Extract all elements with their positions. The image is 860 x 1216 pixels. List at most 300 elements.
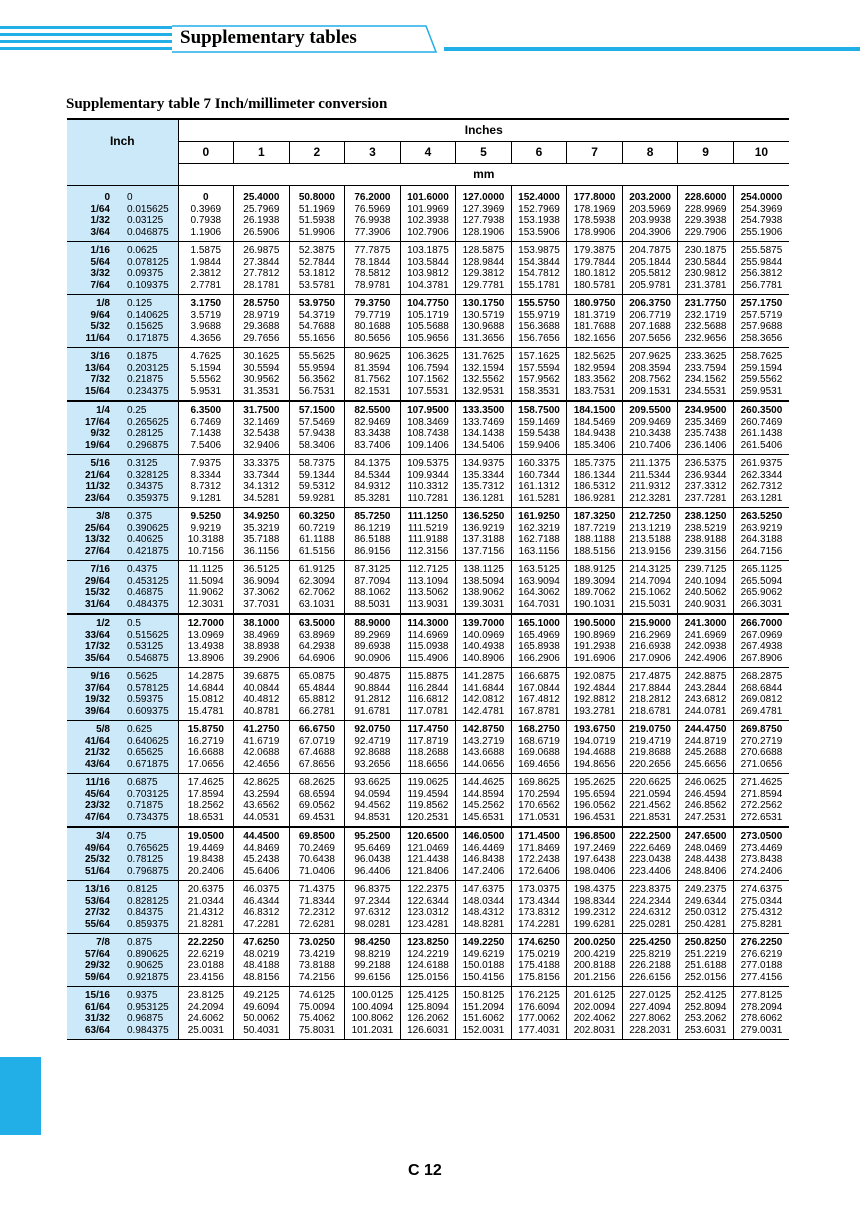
inch-decimal: 0.703125 bbox=[127, 788, 169, 800]
page-number: C 12 bbox=[408, 1162, 442, 1179]
mm-value: 77.7875 bbox=[354, 245, 391, 256]
mm-value: 239.3156 bbox=[684, 545, 727, 557]
mm-value: 146.0500 bbox=[462, 831, 505, 842]
inch-cell bbox=[67, 242, 178, 295]
mm-value: 94.8531 bbox=[354, 811, 391, 823]
mm-cell bbox=[289, 721, 345, 774]
mm-value: 11.9062 bbox=[188, 587, 224, 598]
mm-value: 59.9281 bbox=[298, 492, 335, 504]
mm-value: 254.7938 bbox=[740, 215, 783, 226]
inch-decimal: 0.796875 bbox=[127, 865, 169, 877]
mm-cell bbox=[178, 987, 234, 1040]
mm-value: 2.3812 bbox=[190, 268, 222, 279]
mm-cell bbox=[178, 774, 234, 828]
mm-value: 61.9125 bbox=[298, 564, 335, 575]
mm-value: 158.7500 bbox=[518, 405, 560, 416]
mm-value: 183.3562 bbox=[573, 374, 616, 385]
inch-fraction: 7/8 bbox=[96, 937, 110, 948]
mm-value: 74.6125 bbox=[298, 990, 335, 1001]
inch-cell bbox=[67, 508, 178, 561]
mm-cell bbox=[567, 614, 623, 668]
mm-value: 178.5938 bbox=[573, 215, 616, 226]
mm-value: 198.4375 bbox=[573, 884, 616, 895]
inch-fraction: 3/4 bbox=[96, 831, 110, 842]
mm-value: 157.1625 bbox=[518, 351, 560, 362]
inch-fraction: 19/64 bbox=[84, 439, 110, 451]
mm-value: 190.8969 bbox=[573, 629, 616, 641]
mm-cell bbox=[678, 934, 734, 987]
inch-decimal: 0.578125 bbox=[127, 682, 169, 694]
inch-decimal: 0.9375 bbox=[127, 990, 158, 1001]
mm-value: 154.7812 bbox=[518, 268, 560, 279]
mm-value: 258.7625 bbox=[740, 351, 783, 362]
inch-decimal: 0.046875 bbox=[127, 226, 169, 238]
mm-value: 93.2656 bbox=[354, 758, 391, 770]
mm-cell bbox=[178, 721, 234, 774]
mm-value: 192.0875 bbox=[573, 671, 616, 682]
mm-value: 187.7219 bbox=[573, 522, 616, 534]
mm-value: 205.5812 bbox=[629, 268, 671, 279]
mm-value: 248.8406 bbox=[684, 865, 727, 877]
mm-value: 184.9438 bbox=[573, 428, 616, 439]
inch-fraction: 3/64 bbox=[90, 226, 110, 238]
inch-fraction: 59/64 bbox=[84, 971, 110, 983]
mm-value: 113.1094 bbox=[407, 575, 449, 587]
mm-value: 172.6406 bbox=[518, 865, 560, 877]
inch-decimal: 0.203125 bbox=[127, 362, 169, 374]
mm-value: 89.2969 bbox=[354, 629, 391, 641]
mm-value: 79.7719 bbox=[354, 309, 391, 321]
section-tab bbox=[0, 1057, 41, 1135]
inch-decimal: 0.390625 bbox=[127, 522, 169, 534]
inch-cell bbox=[67, 455, 178, 508]
mm-cell bbox=[456, 508, 512, 561]
mm-value: 217.8844 bbox=[629, 682, 671, 694]
mm-cell bbox=[345, 455, 401, 508]
mm-cell bbox=[511, 348, 567, 402]
mm-value: 252.4125 bbox=[684, 990, 727, 1001]
inch-fraction: 27/32 bbox=[84, 907, 110, 918]
inch-decimal: 0.0625 bbox=[127, 245, 158, 256]
mm-cell bbox=[567, 881, 623, 934]
mm-value: 5.1594 bbox=[190, 362, 222, 374]
mm-value: 76.5969 bbox=[354, 203, 391, 215]
mm-value: 164.7031 bbox=[518, 598, 560, 610]
inch-decimal: 0.3125 bbox=[127, 458, 158, 469]
mm-value: 14.6844 bbox=[187, 682, 224, 694]
inch-decimal: 0.46875 bbox=[127, 587, 164, 598]
mm-cell bbox=[678, 827, 734, 881]
mm-value: 114.6969 bbox=[407, 629, 449, 641]
mm-value: 212.7250 bbox=[629, 511, 671, 522]
mm-value: 48.0219 bbox=[243, 948, 280, 960]
mm-value: 198.0406 bbox=[573, 865, 616, 877]
mm-cell bbox=[622, 987, 678, 1040]
mm-cell bbox=[289, 401, 345, 455]
mm-value: 168.2750 bbox=[518, 724, 560, 735]
mm-value: 16.2719 bbox=[187, 735, 224, 747]
inch-decimal: 0.40625 bbox=[127, 534, 164, 545]
mm-value: 231.3781 bbox=[684, 279, 727, 291]
mm-value: 108.3469 bbox=[407, 416, 449, 428]
mm-value: 226.2188 bbox=[629, 960, 671, 971]
inch-decimal: 0.75 bbox=[127, 831, 147, 842]
inch-decimal: 0.421875 bbox=[127, 545, 169, 557]
mm-value: 252.8094 bbox=[684, 1001, 727, 1013]
mm-value: 202.0094 bbox=[573, 1001, 616, 1013]
mm-value: 258.3656 bbox=[740, 332, 783, 344]
mm-value: 174.6250 bbox=[518, 937, 560, 948]
mm-value: 270.6688 bbox=[740, 747, 783, 758]
mm-value: 237.7281 bbox=[684, 492, 727, 504]
inch-decimal: 0.71875 bbox=[127, 800, 164, 811]
inch-fraction: 15/16 bbox=[84, 990, 110, 1001]
mm-value: 140.0969 bbox=[462, 629, 505, 641]
mm-value: 97.2344 bbox=[354, 895, 391, 907]
mm-value: 125.8094 bbox=[407, 1001, 449, 1013]
mm-value: 129.7781 bbox=[462, 279, 505, 291]
mm-value: 7.5406 bbox=[190, 439, 222, 451]
mm-value: 170.6562 bbox=[518, 800, 560, 811]
mm-value: 134.9375 bbox=[462, 458, 505, 469]
mm-value: 169.0688 bbox=[518, 747, 560, 758]
mm-value: 82.9469 bbox=[354, 416, 391, 428]
mm-value: 265.9062 bbox=[740, 587, 783, 598]
mm-value: 100.0125 bbox=[351, 990, 394, 1001]
column-header-8: 8 bbox=[622, 142, 678, 164]
mm-value: 165.4969 bbox=[518, 629, 560, 641]
mm-value: 51.1969 bbox=[298, 203, 335, 215]
mm-value: 260.7469 bbox=[740, 416, 783, 428]
inch-fraction: 5/32 bbox=[90, 321, 110, 332]
mm-value: 158.3531 bbox=[518, 385, 560, 397]
mm-cell bbox=[234, 561, 290, 615]
mm-cell bbox=[400, 934, 456, 987]
inch-fraction: 35/64 bbox=[84, 652, 110, 664]
mm-value: 62.7062 bbox=[298, 587, 335, 598]
mm-value: 30.5594 bbox=[243, 362, 280, 374]
mm-value: 202.4062 bbox=[573, 1013, 616, 1024]
mm-value: 202.8031 bbox=[573, 1024, 616, 1036]
mm-value: 266.7000 bbox=[740, 618, 783, 629]
mm-cell bbox=[289, 668, 345, 721]
mm-value: 229.7906 bbox=[684, 226, 727, 238]
table-row bbox=[67, 186, 789, 242]
inch-decimal: 0.25 bbox=[127, 405, 147, 416]
mm-value: 250.8250 bbox=[684, 937, 727, 948]
mm-value: 83.3438 bbox=[354, 428, 391, 439]
mm-value: 32.1469 bbox=[243, 416, 280, 428]
mm-value: 9.1281 bbox=[190, 492, 222, 504]
mm-cell bbox=[567, 348, 623, 402]
mm-cell bbox=[567, 987, 623, 1040]
mm-value: 98.8219 bbox=[354, 948, 391, 960]
mm-value: 191.2938 bbox=[573, 641, 616, 652]
table-row bbox=[67, 827, 789, 881]
mm-value: 147.6375 bbox=[462, 884, 505, 895]
mm-value: 175.4188 bbox=[518, 960, 560, 971]
mm-value: 261.5406 bbox=[740, 439, 783, 451]
inch-decimal: 0.375 bbox=[127, 511, 153, 522]
mm-value: 194.8656 bbox=[573, 758, 616, 770]
mm-cell bbox=[511, 881, 567, 934]
mm-cell bbox=[345, 295, 401, 348]
mm-cell bbox=[622, 295, 678, 348]
mm-value: 260.3500 bbox=[740, 405, 783, 416]
mm-value: 118.2688 bbox=[407, 747, 449, 758]
mm-value: 147.2406 bbox=[462, 865, 505, 877]
mm-cell bbox=[733, 508, 789, 561]
inch-fraction: 7/64 bbox=[90, 279, 110, 291]
mm-cell bbox=[567, 242, 623, 295]
mm-value: 94.4562 bbox=[354, 800, 391, 811]
mm-cell bbox=[400, 295, 456, 348]
mm-value: 188.9125 bbox=[573, 564, 616, 575]
mm-value: 30.9562 bbox=[243, 374, 280, 385]
mm-value: 35.7188 bbox=[243, 534, 280, 545]
mm-cell bbox=[178, 508, 234, 561]
mm-value: 69.8500 bbox=[298, 831, 335, 842]
mm-value: 116.6812 bbox=[407, 694, 449, 705]
mm-value: 103.1875 bbox=[407, 245, 449, 256]
mm-value: 104.3781 bbox=[407, 279, 449, 291]
mm-value: 257.5719 bbox=[740, 309, 783, 321]
mm-value: 232.1719 bbox=[684, 309, 727, 321]
mm-value: 178.9906 bbox=[573, 226, 616, 238]
mm-cell bbox=[345, 508, 401, 561]
mm-value: 259.1594 bbox=[740, 362, 783, 374]
mm-cell bbox=[345, 614, 401, 668]
mm-value: 96.8375 bbox=[354, 884, 391, 895]
mm-value: 153.9875 bbox=[518, 245, 560, 256]
mm-value: 196.4531 bbox=[573, 811, 616, 823]
mm-value: 245.6656 bbox=[684, 758, 727, 770]
mm-value: 102.3938 bbox=[407, 215, 449, 226]
mm-value: 3.1750 bbox=[190, 298, 222, 309]
mm-value: 279.0031 bbox=[740, 1024, 783, 1036]
mm-cell bbox=[234, 881, 290, 934]
mm-cell bbox=[733, 987, 789, 1040]
mm-value: 89.6938 bbox=[354, 641, 391, 652]
mm-value: 256.3812 bbox=[740, 268, 783, 279]
mm-value: 200.8188 bbox=[573, 960, 616, 971]
mm-value: 29.3688 bbox=[243, 321, 280, 332]
mm-value: 134.5406 bbox=[462, 439, 505, 451]
mm-value: 273.8438 bbox=[740, 854, 783, 865]
mm-cell bbox=[178, 455, 234, 508]
inch-decimal: 0.921875 bbox=[127, 971, 169, 983]
mm-value: 142.0812 bbox=[462, 694, 505, 705]
mm-value: 163.9094 bbox=[518, 575, 560, 587]
mm-cell bbox=[733, 827, 789, 881]
mm-cell bbox=[733, 295, 789, 348]
mm-value: 160.7344 bbox=[518, 469, 560, 481]
mm-value: 17.8594 bbox=[187, 788, 224, 800]
mm-cell bbox=[178, 561, 234, 615]
mm-value: 63.1031 bbox=[298, 598, 335, 610]
mm-value: 78.5812 bbox=[354, 268, 391, 279]
mm-value: 213.5188 bbox=[629, 534, 671, 545]
mm-cell bbox=[733, 186, 789, 242]
mm-value: 262.7312 bbox=[740, 481, 783, 492]
mm-value: 63.8969 bbox=[298, 629, 335, 641]
mm-cell bbox=[678, 774, 734, 828]
mm-value: 32.5438 bbox=[243, 428, 280, 439]
mm-cell bbox=[289, 934, 345, 987]
mm-value: 80.1688 bbox=[354, 321, 391, 332]
mm-value: 264.3188 bbox=[740, 534, 783, 545]
mm-value: 185.3406 bbox=[573, 439, 616, 451]
mm-cell bbox=[456, 827, 512, 881]
inch-decimal: 0.265625 bbox=[127, 416, 169, 428]
inch-fraction: 9/64 bbox=[90, 309, 110, 321]
mm-value: 49.6094 bbox=[243, 1001, 280, 1013]
mm-value: 10.3188 bbox=[187, 534, 224, 545]
mm-value: 159.9406 bbox=[518, 439, 560, 451]
inch-decimal: 0.96875 bbox=[127, 1013, 164, 1024]
mm-value: 244.0781 bbox=[684, 705, 727, 717]
mm-value: 2.7781 bbox=[190, 279, 222, 291]
inch-decimal: 0.984375 bbox=[127, 1024, 169, 1036]
mm-value: 70.2469 bbox=[298, 842, 335, 854]
mm-value: 148.8281 bbox=[462, 918, 505, 930]
mm-value: 91.6781 bbox=[354, 705, 391, 717]
mm-value: 19.4469 bbox=[187, 842, 224, 854]
inch-fraction: 43/64 bbox=[84, 758, 110, 770]
mm-value: 13.4938 bbox=[187, 641, 224, 652]
mm-value: 199.6281 bbox=[573, 918, 616, 930]
column-header-9: 9 bbox=[678, 142, 734, 164]
mm-value: 244.8719 bbox=[684, 735, 727, 747]
mm-value: 223.4406 bbox=[629, 865, 671, 877]
mm-value: 228.6000 bbox=[684, 192, 727, 203]
mm-value: 200.0250 bbox=[573, 937, 616, 948]
mm-value: 90.8844 bbox=[354, 682, 391, 694]
mm-value: 152.0031 bbox=[462, 1024, 505, 1036]
mm-value: 203.2000 bbox=[629, 192, 671, 203]
mm-cell bbox=[289, 614, 345, 668]
mm-value: 84.9312 bbox=[354, 481, 391, 492]
mm-value: 38.1000 bbox=[243, 618, 280, 629]
inch-fraction: 7/16 bbox=[90, 564, 110, 575]
mm-value: 115.8875 bbox=[407, 671, 449, 682]
inch-cell bbox=[67, 881, 178, 934]
mm-value: 144.4625 bbox=[462, 777, 505, 788]
mm-value: 115.4906 bbox=[407, 652, 449, 664]
mm-value: 58.3406 bbox=[298, 439, 335, 451]
inch-fraction: 1/2 bbox=[96, 618, 110, 629]
mm-value: 134.1438 bbox=[462, 428, 505, 439]
mm-value: 223.0438 bbox=[629, 854, 671, 865]
table-row bbox=[67, 242, 789, 295]
mm-value: 184.5469 bbox=[573, 416, 616, 428]
inch-cell bbox=[67, 614, 178, 668]
mm-value: 12.3031 bbox=[187, 598, 224, 610]
mm-value: 161.9250 bbox=[518, 511, 560, 522]
mm-value: 241.3000 bbox=[684, 618, 727, 629]
mm-value: 262.3344 bbox=[740, 469, 783, 481]
mm-value: 41.2750 bbox=[243, 724, 280, 735]
mm-value: 211.1375 bbox=[629, 458, 671, 469]
mm-value: 19.0500 bbox=[187, 831, 224, 842]
mm-value: 236.1406 bbox=[684, 439, 727, 451]
inch-fraction: 19/32 bbox=[84, 694, 110, 705]
mm-value: 164.3062 bbox=[518, 587, 560, 598]
mm-value: 141.2875 bbox=[462, 671, 505, 682]
mm-value: 259.5562 bbox=[740, 374, 783, 385]
mm-value: 177.8000 bbox=[573, 192, 616, 203]
mm-cell bbox=[345, 774, 401, 828]
mm-value: 25.7969 bbox=[243, 203, 280, 215]
mm-value: 7.9375 bbox=[190, 458, 222, 469]
inch-fraction: 5/8 bbox=[96, 724, 110, 735]
mm-cell bbox=[234, 614, 290, 668]
mm-value: 60.3250 bbox=[298, 511, 335, 522]
mm-value: 1.9844 bbox=[190, 256, 222, 268]
mm-value: 125.0156 bbox=[407, 971, 449, 983]
mm-value: 98.4250 bbox=[354, 937, 391, 948]
mm-value: 255.1906 bbox=[740, 226, 783, 238]
mm-value: 189.3094 bbox=[573, 575, 616, 587]
mm-value: 174.2281 bbox=[518, 918, 560, 930]
inch-fraction: 17/64 bbox=[84, 416, 110, 428]
mm-value: 129.3812 bbox=[462, 268, 505, 279]
mm-value: 155.5750 bbox=[518, 298, 560, 309]
inch-fraction: 3/32 bbox=[90, 268, 110, 279]
mm-value: 75.8031 bbox=[298, 1024, 335, 1036]
inch-cell bbox=[67, 987, 178, 1040]
mm-value: 207.5656 bbox=[629, 332, 671, 344]
mm-value: 246.4594 bbox=[684, 788, 727, 800]
mm-value: 84.5344 bbox=[354, 469, 391, 481]
mm-value: 63.5000 bbox=[298, 618, 335, 629]
mm-value: 195.6594 bbox=[573, 788, 616, 800]
inch-fraction: 1/64 bbox=[90, 203, 110, 215]
mm-cell bbox=[234, 455, 290, 508]
mm-value: 143.2719 bbox=[462, 735, 505, 747]
mm-value: 131.7625 bbox=[462, 351, 505, 362]
mm-cell bbox=[178, 242, 234, 295]
mm-value: 5.5562 bbox=[190, 374, 222, 385]
mm-value: 35.3219 bbox=[243, 522, 280, 534]
mm-value: 145.2562 bbox=[462, 800, 505, 811]
mm-value: 80.5656 bbox=[354, 332, 391, 344]
inch-fraction: 1/32 bbox=[90, 215, 110, 226]
table-row bbox=[67, 774, 789, 828]
mm-value: 76.9938 bbox=[354, 215, 391, 226]
inch-fraction: 41/64 bbox=[84, 735, 110, 747]
inch-cell bbox=[67, 721, 178, 774]
mm-cell bbox=[511, 295, 567, 348]
mm-value: 47.6250 bbox=[243, 937, 280, 948]
mm-value: 99.6156 bbox=[354, 971, 391, 983]
mm-value: 19.8438 bbox=[187, 854, 224, 865]
mm-value: 275.0344 bbox=[740, 895, 783, 907]
mm-value: 243.2844 bbox=[684, 682, 727, 694]
mm-value: 113.9031 bbox=[407, 598, 449, 610]
mm-cell bbox=[622, 455, 678, 508]
inch-decimal: 0.8125 bbox=[127, 884, 158, 895]
table-row bbox=[67, 668, 789, 721]
mm-value: 186.9281 bbox=[573, 492, 616, 504]
inch-fraction: 57/64 bbox=[84, 948, 110, 960]
mm-value: 171.0531 bbox=[518, 811, 560, 823]
mm-value: 203.9938 bbox=[629, 215, 671, 226]
mm-value: 31.3531 bbox=[243, 385, 280, 397]
mm-value: 15.4781 bbox=[187, 705, 224, 717]
inch-decimal: 0.03125 bbox=[127, 215, 164, 226]
table-title: Supplementary table 7 Inch/millimeter conversion bbox=[66, 96, 388, 112]
